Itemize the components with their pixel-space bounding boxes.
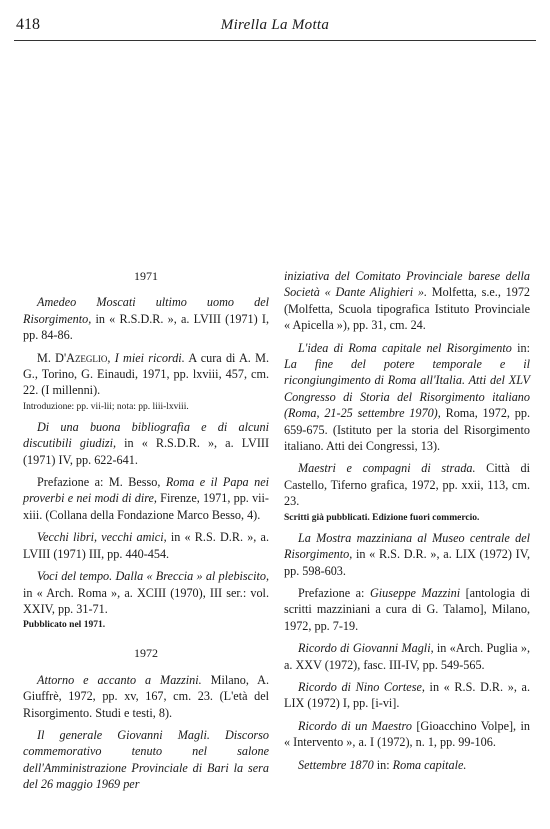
bib-entry bbox=[284, 340, 530, 455]
entry-title: Attorno e accanto a Mazzini. bbox=[37, 672, 202, 687]
entry-title: Giuseppe Mazzini bbox=[369, 585, 461, 600]
entry-details: [antologia di scritti mazziniani a cura di G. Talamo], Milano, 1972, pp. 7-19. bbox=[284, 585, 531, 633]
entry-details: Roma, 1972, pp. 659-675. (Istituto per la storia del Risorgimento italiano. Atti dei Congressi, 13). bbox=[284, 406, 530, 454]
left-column bbox=[23, 268, 269, 799]
bib-entry bbox=[23, 294, 269, 343]
entry-prefix: Prefazione a: bbox=[298, 585, 370, 600]
right-column bbox=[284, 268, 530, 779]
entry-details: Città di Castello, Tiferno grafica, 1972, pp. xxii, 113, cm. 23. bbox=[284, 461, 530, 509]
entry-title: iniziativa del Comitato Provinciale barese della Società « Dante Alighieri ». bbox=[284, 269, 530, 300]
entry-title: Ricordo di Giovanni Magli, bbox=[298, 641, 434, 656]
bib-entry-continued bbox=[284, 268, 530, 334]
entry-details: A cura di A. M. G., Torino, G. Einaudi, 1971, pp. lxviii, 457, cm. 22. (I millenni). bbox=[23, 350, 269, 398]
entry-connector: in: bbox=[373, 757, 393, 772]
bib-entry bbox=[284, 530, 530, 579]
bib-entry bbox=[284, 460, 530, 509]
entry-note: Pubblicato nel 1971. bbox=[23, 620, 106, 631]
entry-details: in « R.S. D.R. », a. LVIII (1971) III, pp. 440-454. bbox=[23, 530, 269, 561]
entry-title: Il generale Giovanni Magli. Discorso commemorativo tenuto nel salone dell'Amministrazione Provinciale di Bari la sera del 26 maggio 1969 per bbox=[23, 727, 269, 792]
bib-entry bbox=[23, 419, 269, 468]
bib-entry bbox=[284, 757, 530, 773]
entry-details: in «Arch. Puglia », a. XXV (1972), fasc. III-IV, pp. 549-565. bbox=[284, 641, 531, 672]
entry-source-title: Roma capitale. bbox=[392, 757, 467, 772]
entry-title: Ricordo di un Maestro bbox=[298, 718, 412, 733]
bib-entry bbox=[23, 350, 269, 399]
entry-details: in « R.S. D.R. », a. LIX (1972) IV, pp. 598-603. bbox=[284, 547, 530, 578]
entry-title: Vecchi libri, vecchi amici, bbox=[37, 530, 167, 545]
entry-title: Amedeo Moscati ultimo uomo del Risorgimento, bbox=[23, 295, 269, 326]
bib-entry bbox=[23, 568, 269, 617]
entry-title: L'idea di Roma capitale nel Risorgimento bbox=[298, 340, 512, 355]
entry-note: Introduzione: pp. vii-lii; nota: pp. liii-lxviii. bbox=[23, 401, 189, 412]
entry-details: Molfetta, s.e., 1972 (Molfetta, Scuola tipografica Istituto Provinciale « Apicella »), pp. 31, cm. 24. bbox=[284, 285, 531, 333]
entry-details: Firenze, 1971, pp. vii-xiii. (Collana della Fondazione Marco Besso, 4). bbox=[23, 491, 269, 522]
year-heading: 1971 bbox=[134, 269, 158, 283]
entry-details: in « R.S.D.R. », a. LVIII (1971) IV, pp. 622-641. bbox=[23, 436, 270, 467]
bib-entry bbox=[23, 474, 269, 523]
entry-title: Di una buona bibliografia e di alcuni discutibili giudizi, bbox=[23, 419, 269, 451]
header-rule bbox=[14, 40, 536, 41]
bib-entry bbox=[284, 679, 530, 712]
entry-details: in « Arch. Roma », a. XCIII (1970), III ser.: vol. XXIV, pp. 31-71. bbox=[23, 585, 269, 616]
bib-entry bbox=[23, 672, 269, 721]
bib-entry bbox=[23, 529, 269, 562]
entry-details: [Gioacchino Volpe], in « Intervento », a. I (1972), n. 1, pp. 99-106. bbox=[284, 718, 530, 750]
entry-note: Scritti già pubblicati. Edizione fuori commercio. bbox=[284, 512, 480, 523]
bib-entry bbox=[284, 640, 530, 673]
entry-connector: in: bbox=[511, 340, 530, 355]
page-number: 418 bbox=[16, 16, 40, 33]
entry-prefix: Prefazione a: M. Besso, bbox=[37, 475, 166, 490]
entry-author: M. D'Azeglio, bbox=[37, 350, 115, 365]
entry-details: in « R.S.D.R. », a. LVIII (1971) I, pp. 84-86. bbox=[23, 311, 269, 343]
entry-details: in « R.S. D.R. », a. LIX (1972) I, pp. [i-vi]. bbox=[284, 679, 530, 711]
entry-title: Roma e il Papa nei proverbi e nei modi di dire, bbox=[23, 475, 269, 506]
entry-title: I miei ricordi. bbox=[114, 350, 185, 365]
bib-entry bbox=[284, 718, 530, 751]
entry-title: Maestri e compagni di strada. bbox=[298, 461, 476, 476]
page-header bbox=[14, 14, 536, 38]
entry-details: Milano, A. Giuffrè, 1972, pp. xv, 167, cm. 23. (L'età del Risorgimento. Studi e testi, 8). bbox=[23, 672, 269, 720]
entry-title: Voci del tempo. Dalla « Breccia » al plebiscito, bbox=[37, 569, 269, 584]
running-title: Mirella La Motta bbox=[220, 17, 330, 33]
bib-entry bbox=[284, 585, 530, 634]
entry-source-title: La fine del potere temporale e il ricongiungimento di Roma all'Italia. Atti del XLV Congresso di Storia del Risorgimento italiano (Roma, 21-25 settembre 1970), bbox=[284, 357, 530, 421]
entry-title: Settembre 1870 bbox=[298, 757, 374, 772]
entry-title: La Mostra mazziniana al Museo centrale del Risorgimento, bbox=[284, 530, 530, 562]
bib-entry bbox=[23, 727, 269, 793]
year-heading: 1972 bbox=[134, 646, 158, 661]
entry-title: Ricordo di Nino Cortese, bbox=[298, 679, 425, 694]
